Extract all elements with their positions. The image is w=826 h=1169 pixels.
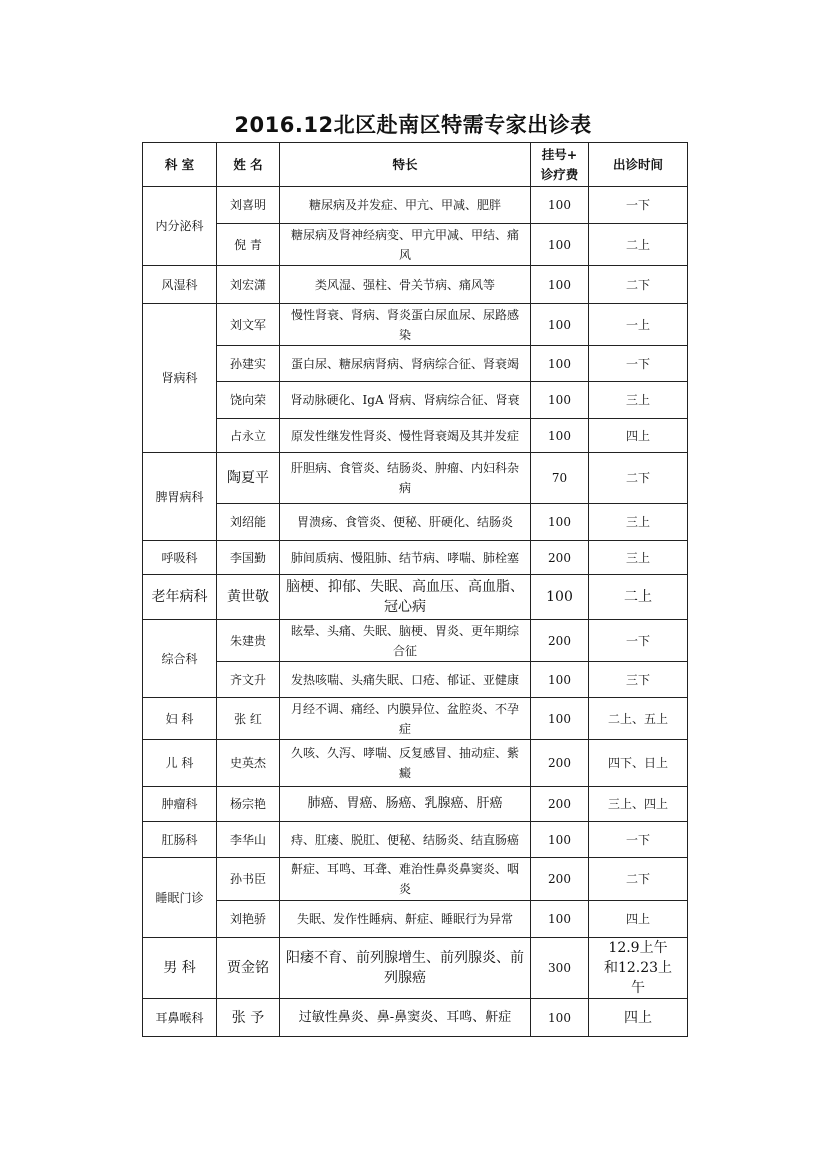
specialty-cell: 慢性肾衰、肾病、肾炎蛋白尿血尿、尿路感染 bbox=[280, 304, 531, 346]
header-fee bbox=[531, 143, 589, 187]
dept-cell: 肛肠科 bbox=[143, 822, 217, 858]
name-cell: 倪 青 bbox=[217, 224, 280, 266]
fee-cell: 200 bbox=[531, 620, 589, 662]
name-cell: 占永立 bbox=[217, 419, 280, 453]
specialty-cell: 眩晕、头痛、失眠、脑梗、胃炎、更年期综合征 bbox=[280, 620, 531, 662]
table-row bbox=[143, 453, 688, 504]
specialty-cell: 脑梗、抑郁、失眠、高血压、高血脂、冠心病 bbox=[280, 575, 531, 620]
header-fee-line2: 诊疗费 bbox=[540, 166, 579, 182]
time-cell: 四上 bbox=[589, 999, 688, 1037]
fee-cell: 100 bbox=[531, 187, 589, 224]
table-row bbox=[143, 858, 688, 901]
table-row bbox=[143, 504, 688, 541]
dept-cell: 肾病科 bbox=[143, 304, 217, 453]
table-row bbox=[143, 266, 688, 304]
specialty-cell: 类风湿、强柱、骨关节病、痛风等 bbox=[280, 266, 531, 304]
name-cell: 饶向荣 bbox=[217, 382, 280, 419]
time-cell: 四上 bbox=[589, 901, 688, 938]
page-title: 2016.12北区赴南区特需专家出诊表 bbox=[234, 113, 592, 137]
header-dept: 科 室 bbox=[143, 143, 217, 187]
time-cell: 三上 bbox=[589, 541, 688, 575]
time-cell: 一下 bbox=[589, 620, 688, 662]
table-row bbox=[143, 822, 688, 858]
name-cell: 孙建实 bbox=[217, 346, 280, 382]
time-cell: 三上 bbox=[589, 504, 688, 541]
table-row bbox=[143, 419, 688, 453]
specialty-cell: 阳痿不育、前列腺增生、前列腺炎、前列腺癌 bbox=[280, 938, 531, 999]
time-cell: 三下 bbox=[589, 662, 688, 698]
time-cell: 二下 bbox=[589, 858, 688, 901]
time-cell: 二上 bbox=[589, 224, 688, 266]
dept-cell: 老年病科 bbox=[143, 575, 217, 620]
name-cell: 张 予 bbox=[217, 999, 280, 1037]
name-cell: 贾金铭 bbox=[217, 938, 280, 999]
time-cell: 一上 bbox=[589, 304, 688, 346]
name-cell: 刘艳骄 bbox=[217, 901, 280, 938]
specialty-cell: 发热咳喘、头痛失眠、口疮、郁证、亚健康 bbox=[280, 662, 531, 698]
fee-cell: 100 bbox=[531, 504, 589, 541]
time-cell: 三上、四上 bbox=[589, 787, 688, 822]
time-cell: 12.9上午和12.23上午 bbox=[589, 938, 688, 999]
fee-cell: 200 bbox=[531, 541, 589, 575]
table-row bbox=[143, 224, 688, 266]
header-time: 出诊时间 bbox=[589, 143, 688, 187]
fee-cell: 200 bbox=[531, 787, 589, 822]
name-cell: 黄世敬 bbox=[217, 575, 280, 620]
specialty-cell: 鼾症、耳鸣、耳聋、难治性鼻炎鼻窦炎、咽炎 bbox=[280, 858, 531, 901]
header-name: 姓 名 bbox=[217, 143, 280, 187]
header-fee-line1: 挂号+ bbox=[541, 146, 578, 162]
fee-cell: 100 bbox=[531, 419, 589, 453]
table-row bbox=[143, 620, 688, 662]
time-cell: 二上 bbox=[589, 575, 688, 620]
specialty-cell: 糖尿病及肾神经病变、甲亢甲减、甲结、痛风 bbox=[280, 224, 531, 266]
fee-cell: 100 bbox=[531, 304, 589, 346]
specialty-cell: 蛋白尿、糖尿病肾病、肾病综合征、肾衰竭 bbox=[280, 346, 531, 382]
time-cell: 一下 bbox=[589, 822, 688, 858]
table-row bbox=[143, 740, 688, 787]
fee-cell: 100 bbox=[531, 698, 589, 740]
time-cell: 三上 bbox=[589, 382, 688, 419]
table-row bbox=[143, 662, 688, 698]
header-row bbox=[143, 143, 688, 187]
table-row bbox=[143, 187, 688, 224]
dept-cell: 综合科 bbox=[143, 620, 217, 698]
name-cell: 朱建贵 bbox=[217, 620, 280, 662]
fee-cell: 100 bbox=[531, 575, 589, 620]
name-cell: 史英杰 bbox=[217, 740, 280, 787]
name-cell: 刘绍能 bbox=[217, 504, 280, 541]
time-cell: 二下 bbox=[589, 266, 688, 304]
header-specialty: 特长 bbox=[280, 143, 531, 187]
fee-cell: 200 bbox=[531, 858, 589, 901]
specialty-cell: 久咳、久泻、哮喘、反复感冒、抽动症、紫癜 bbox=[280, 740, 531, 787]
specialty-cell: 肝胆病、食管炎、结肠炎、肿瘤、内妇科杂病 bbox=[280, 453, 531, 504]
table-row bbox=[143, 346, 688, 382]
time-cell: 一下 bbox=[589, 187, 688, 224]
dept-cell: 风湿科 bbox=[143, 266, 217, 304]
dept-cell: 儿 科 bbox=[143, 740, 217, 787]
name-cell: 齐文升 bbox=[217, 662, 280, 698]
fee-cell: 100 bbox=[531, 999, 589, 1037]
specialty-cell: 月经不调、痛经、内膜异位、盆腔炎、不孕症 bbox=[280, 698, 531, 740]
name-cell: 杨宗艳 bbox=[217, 787, 280, 822]
dept-cell: 妇 科 bbox=[143, 698, 217, 740]
table-row bbox=[143, 938, 688, 999]
specialty-cell: 失眠、发作性睡病、鼾症、睡眠行为异常 bbox=[280, 901, 531, 938]
table-row bbox=[143, 304, 688, 346]
name-cell: 陶夏平 bbox=[217, 453, 280, 504]
clinic-schedule-table bbox=[142, 142, 688, 1037]
specialty-cell: 痔、肛瘘、脱肛、便秘、结肠炎、结直肠癌 bbox=[280, 822, 531, 858]
fee-cell: 100 bbox=[531, 662, 589, 698]
table-row bbox=[143, 382, 688, 419]
fee-cell: 100 bbox=[531, 224, 589, 266]
table-row bbox=[143, 698, 688, 740]
dept-cell: 内分泌科 bbox=[143, 187, 217, 266]
dept-cell: 肿瘤科 bbox=[143, 787, 217, 822]
specialty-cell: 肺间质病、慢阻肺、结节病、哮喘、肺栓塞 bbox=[280, 541, 531, 575]
table-row bbox=[143, 999, 688, 1037]
fee-cell: 100 bbox=[531, 822, 589, 858]
dept-cell: 脾胃病科 bbox=[143, 453, 217, 541]
name-cell: 刘宏潇 bbox=[217, 266, 280, 304]
dept-cell: 呼吸科 bbox=[143, 541, 217, 575]
fee-cell: 300 bbox=[531, 938, 589, 999]
time-cell: 二下 bbox=[589, 453, 688, 504]
fee-cell: 70 bbox=[531, 453, 589, 504]
fee-cell: 100 bbox=[531, 901, 589, 938]
specialty-cell: 糖尿病及并发症、甲亢、甲减、肥胖 bbox=[280, 187, 531, 224]
name-cell: 张 红 bbox=[217, 698, 280, 740]
time-cell: 二上、五上 bbox=[589, 698, 688, 740]
dept-cell: 睡眠门诊 bbox=[143, 858, 217, 938]
time-cell: 一下 bbox=[589, 346, 688, 382]
table-row bbox=[143, 541, 688, 575]
table-row bbox=[143, 901, 688, 938]
fee-cell: 100 bbox=[531, 382, 589, 419]
fee-cell: 100 bbox=[531, 346, 589, 382]
dept-cell: 男 科 bbox=[143, 938, 217, 999]
time-cell: 四上 bbox=[589, 419, 688, 453]
table-row bbox=[143, 575, 688, 620]
specialty-cell: 过敏性鼻炎、鼻-鼻窦炎、耳鸣、鼾症 bbox=[280, 999, 531, 1037]
fee-cell: 200 bbox=[531, 740, 589, 787]
name-cell: 李华山 bbox=[217, 822, 280, 858]
name-cell: 刘文军 bbox=[217, 304, 280, 346]
specialty-cell: 原发性继发性肾炎、慢性肾衰竭及其并发症 bbox=[280, 419, 531, 453]
specialty-cell: 肾动脉硬化、IgA 肾病、肾病综合征、肾衰 bbox=[280, 382, 531, 419]
dept-cell: 耳鼻喉科 bbox=[143, 999, 217, 1037]
name-cell: 孙书臣 bbox=[217, 858, 280, 901]
fee-cell: 100 bbox=[531, 266, 589, 304]
specialty-cell: 胃溃疡、食管炎、便秘、肝硬化、结肠炎 bbox=[280, 504, 531, 541]
specialty-cell: 肺癌、胃癌、肠癌、乳腺癌、肝癌 bbox=[280, 787, 531, 822]
table-row bbox=[143, 787, 688, 822]
time-cell: 四下、日上 bbox=[589, 740, 688, 787]
name-cell: 刘喜明 bbox=[217, 187, 280, 224]
name-cell: 李国勤 bbox=[217, 541, 280, 575]
